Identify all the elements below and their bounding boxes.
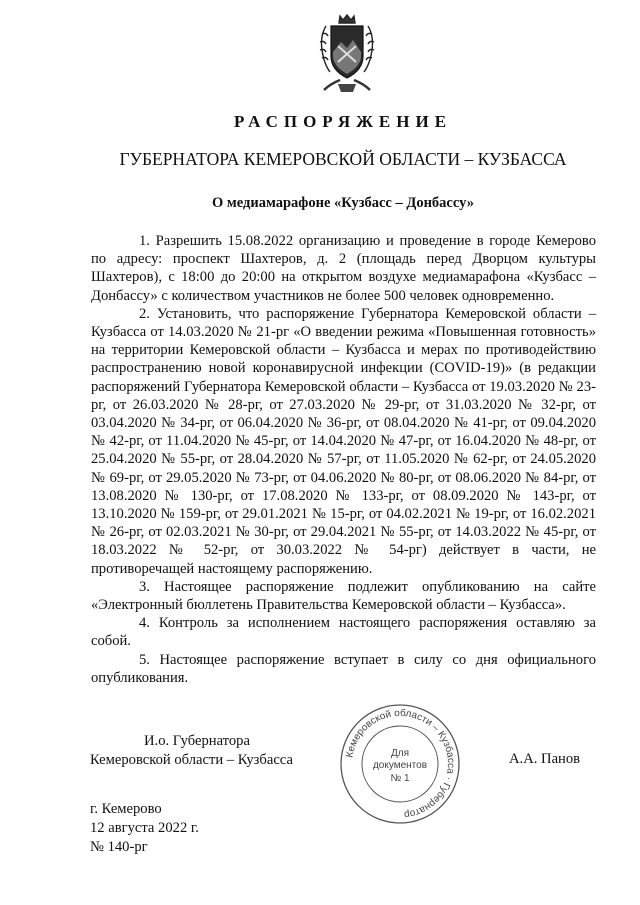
document-number: № 140-рг (90, 839, 148, 855)
issuer-title: ГУБЕРНАТОРА КЕМЕРОВСКОЙ ОБЛАСТИ – КУЗБАССА (119, 149, 567, 169)
paragraph-4: 4. Контроль за исполнением настоящего распоряжения оставляю за собой. (91, 615, 596, 650)
signer-title-line-2: Кемеровской области – Кузбасса (90, 752, 293, 768)
signer-position (90, 732, 293, 770)
document-date: 12 августа 2022 г. (90, 820, 199, 836)
official-stamp (338, 702, 462, 826)
city: г. Кемерово (90, 801, 162, 817)
document-subject: О медиамарафоне «Кузбасс – Донбассу» (212, 195, 474, 211)
paragraph-3: 3. Настоящее распоряжение подлежит опубликованию на сайте «Электронный бюллетень Правительства Кемеровской области – Кузбасса». (91, 578, 596, 614)
stamp-ring-text: Кемеровской области – Кузбасса · Губернатор (344, 707, 457, 820)
stamp-line-2: документов (372, 760, 428, 771)
paragraph-2: 2. Установить, что распоряжение Губернатора Кемеровской области – Кузбасса от 14.03.2020 № 21-рг «О введении режима «Повышенная готовность» на территории Кемеровской области – Кузбасса и мерах по противодействию распространению новой коронавирусной инфекции (COVID-19)» (в редакции распоряжений Губернатора Кемеровской области – Кузбасса от 19.03.2020 № 23-рг, от 26.03.2020 № 28-рг, от 27.03.2020 № 29-рг, от 31.03.2020 № 32-рг, от 03.04.2020 № 34-рг, от 06.04.2020 № 36-рг, от 08.04.2020 № 41-рг, от 09.04.2020 № 42-рг, от 11.04.2020 № 45-рг, от 14.04.2020 № 47-рг, от 16.04.2020 № 48-рг, от 25.04.2020 № 55-рг, от 28.04.2020 № 57-рг, от 11.05.2020 № 62-рг, от 24.05.2020 № 69-рг, от 29.05.2020 № 73-рг, от 04.06.2020 № 80-рг, от 08.06.2020 № 84-рг, от 13.08.2020 № 130-рг, от 17.08.2020 № 133-рг, от 08.09.2020 № 143-рг, от 13.10.2020 № 159-рг, от 29.01.2021 № 15-рг, от 04.02.2021 № 19-рг, от 16.02.2021 № 26-рг, от 02.03.2021 № 30-рг, от 29.04.2021 № 55-рг, от 14.03.2022 № 45-рг, от 18.03.2022 № 52-рг, от 30.03.2022 № 54-рг) действует в части, не противоречащей настоящему распоряжению. (91, 305, 596, 577)
stamp-line-3: № 1 (390, 773, 410, 784)
paragraph-5: 5. Настоящее распоряжение вступает в силу со дня официального опубликования. (91, 651, 596, 686)
paragraph-1: 1. Разрешить 15.08.2022 организацию и проведение в городе Кемерово по адресу: проспект Шахтеров, д. 2 (площадь перед Дворцом культуры Шахтеров), с 18:00 до 20:00 на открытом воздухе медиамарафона «Кузбасс – Донбассу» с количеством участников не более 500 человек одновременно. (91, 233, 596, 304)
document-footer (90, 800, 199, 857)
document-body (91, 232, 596, 687)
signer-title-line-1: И.о. Губернатора (144, 733, 250, 749)
signer-name: А.А. Панов (509, 751, 581, 767)
document-type-title: РАСПОРЯЖЕНИЕ (233, 112, 453, 131)
stamp-line-1: Для (390, 748, 410, 759)
coat-of-arms-icon (316, 12, 378, 96)
